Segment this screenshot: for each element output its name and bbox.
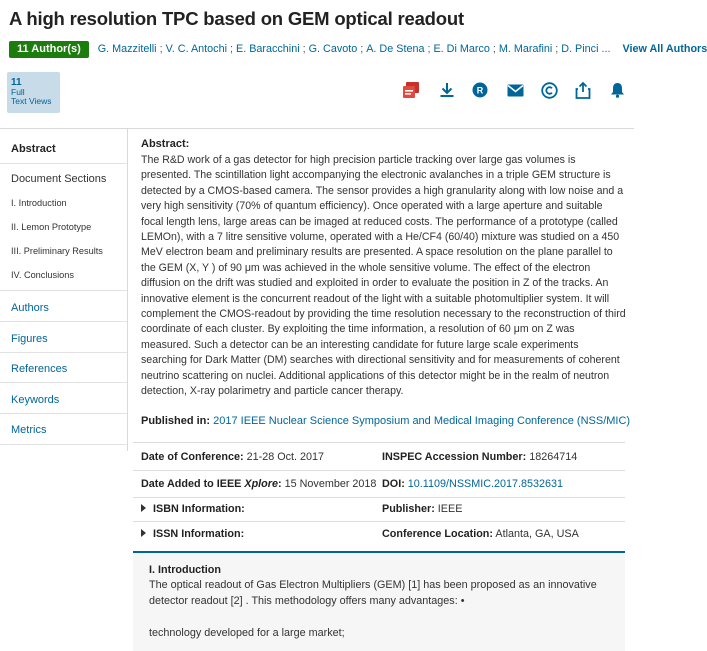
publisher-label: Publisher:: [382, 503, 435, 515]
author-link[interactable]: E. Baracchini: [236, 43, 300, 55]
expand-triangle-icon: [141, 504, 146, 512]
sidebar-item-figures[interactable]: Figures: [11, 333, 48, 345]
author-link[interactable]: E. Di Marco: [433, 43, 490, 55]
meta-divider: [133, 521, 625, 522]
abstract-section: [141, 137, 626, 400]
sidebar-item-references[interactable]: References: [11, 363, 68, 375]
author-link[interactable]: G. Mazzitelli: [97, 43, 157, 55]
date-added-value: 15 November 2018: [284, 478, 377, 490]
published-in-link[interactable]: 2017 IEEE Nuclear Science Symposium and Medical Imaging Conference (NSS/MIC): [213, 415, 631, 427]
date-added-label-colon: :: [278, 478, 282, 490]
alert-bell-icon[interactable]: [607, 80, 627, 100]
introduction-section: [133, 553, 625, 651]
date-added-label: [141, 478, 282, 490]
doi-label: DOI:: [382, 478, 405, 490]
introduction-heading: I. Introduction: [149, 564, 221, 576]
date-of-conference-label: Date of Conference:: [141, 451, 244, 463]
author-separator: ;: [159, 43, 163, 55]
share-icon[interactable]: [573, 80, 593, 100]
conference-location-label: Conference Location:: [382, 528, 493, 540]
views-label-line1: Full: [11, 87, 25, 97]
abstract-heading: Abstract:: [141, 138, 190, 150]
sidebar-section-lemon-prototype[interactable]: II. Lemon Prototype: [11, 222, 92, 232]
meta-divider: [133, 442, 625, 443]
sidebar-section-preliminary-results[interactable]: III. Preliminary Results: [11, 246, 103, 256]
sidebar-item-abstract[interactable]: Abstract: [11, 143, 56, 155]
author-separator: ;: [302, 43, 306, 55]
sidebar-divider: [0, 163, 127, 164]
author-link[interactable]: A. De Stena: [366, 43, 425, 55]
full-text-views-metric[interactable]: [7, 72, 60, 113]
author-separator: ;: [360, 43, 364, 55]
page-title: A high resolution TPC based on GEM optical readout: [9, 8, 464, 29]
sidebar-divider: [0, 413, 127, 414]
publisher: [382, 503, 462, 515]
author-link[interactable]: V. C. Antochi: [165, 43, 227, 55]
sidebar-section-conclusions[interactable]: IV. Conclusions: [11, 270, 74, 280]
issn-label: ISSN Information:: [153, 528, 245, 540]
inspec-label: INSPEC Accession Number:: [382, 451, 527, 463]
date-of-conference-value: 21-28 Oct. 2017: [246, 451, 325, 463]
doi: [382, 478, 563, 490]
sidebar-divider: [0, 382, 127, 383]
isbn-label: ISBN Information:: [153, 503, 245, 515]
abstract-text: The R&D work of a gas detector for high precision particle tracking over large gas volumes is presented. The scintillation light accompanying the electronic avalanches in a triple GEM structure is detected by a CMOS-based camera. The sensor provides a high granularity along with low noise and a very high sensitivity (70% of quantum efficiency). Once operated with a large aperture and suitable focal length lens, large areas can be imaged at reduced costs. The performance of a prototype (called LEMOn), with a 7 litre sensitive volume, operated with a He/CF4 (60/40) mixture was studied on a 450 MeV electron beam and preliminary results are presented. A space resolution on the plane parallel to the GEM (X, Y ) of 90 μm was achieved in the whole sensitive volume. The effect of the electron diffusion on the drift was studied and exploited in order to evaluate the position in Z of the tracks. An innovative element is the concurrent readout of the light with a suitable photomultiplier system. It will complement the CMOS-readout by providing the time resolution necessary to the reconstruction of third coordinate of each cluster. By exploiting the time information, a resolution of 60 μm on Z was measured. Such a detector can be an interesting candidate for future large scale experiments searching for Dark Matter (DM) searches with directional sensitivity and for measurements of coherent neutrino scattering on nuclei. Additional applications of this detector might be in the realm of neutron detection, X-ray polarimetry and particle cancer therapy.: [141, 154, 626, 398]
views-count: 11: [11, 77, 22, 88]
rights-permissions-icon[interactable]: [470, 80, 490, 100]
sidebar-nav: [0, 129, 128, 451]
date-of-conference: [141, 451, 324, 463]
download-icon[interactable]: [437, 80, 457, 100]
authors-count-badge[interactable]: 11 Author(s): [9, 41, 89, 58]
article-toolbar: [400, 80, 630, 100]
conference-location-value: Atlanta, GA, USA: [495, 528, 579, 540]
date-added-label-text: Date Added to IEEE: [141, 478, 245, 490]
author-separator: ;: [492, 43, 496, 55]
inspec-value: 18264714: [529, 451, 578, 463]
isbn-information-toggle[interactable]: [141, 503, 245, 515]
publisher-value: IEEE: [437, 503, 463, 515]
author-link[interactable]: G. Cavoto: [308, 43, 358, 55]
sidebar-divider: [0, 352, 127, 353]
meta-divider: [133, 470, 625, 471]
doi-link[interactable]: 10.1109/NSSMIC.2017.8532631: [407, 478, 564, 490]
published-in: [141, 415, 630, 427]
sidebar-document-sections[interactable]: Document Sections: [11, 173, 107, 185]
conference-location: [382, 528, 579, 540]
pdf-icon[interactable]: [402, 80, 422, 100]
author-link[interactable]: D. Pinci ...: [561, 43, 611, 55]
sidebar-divider: [0, 290, 127, 291]
introduction-text: The optical readout of Gas Electron Multipliers (GEM) [1] has been proposed as an innovative detector readout [2] . This methodology offers many advantages: •: [149, 579, 597, 607]
expand-triangle-icon: [141, 529, 146, 537]
sidebar-divider: [0, 321, 127, 322]
sidebar-item-keywords[interactable]: Keywords: [11, 394, 60, 406]
date-added-label-xplore: Xplore: [244, 478, 278, 490]
views-label-line2: Text Views: [11, 96, 52, 106]
copyright-icon[interactable]: [539, 80, 559, 100]
date-added: [141, 478, 376, 490]
published-in-label: Published in:: [141, 415, 211, 427]
meta-divider: [133, 497, 625, 498]
author-separator: ;: [555, 43, 559, 55]
introduction-text-continued: technology developed for a large market;: [149, 627, 345, 639]
view-all-authors-link[interactable]: View All Authors: [622, 43, 707, 55]
issn-information-toggle[interactable]: [141, 528, 244, 540]
inspec-accession: [382, 451, 577, 463]
sidebar-section-introduction[interactable]: I. Introduction: [11, 198, 67, 208]
author-link[interactable]: M. Marafini: [498, 43, 553, 55]
sidebar-item-metrics[interactable]: Metrics: [11, 424, 47, 436]
author-separator: ;: [427, 43, 431, 55]
author-separator: ;: [230, 43, 233, 55]
sidebar-divider: [0, 444, 127, 445]
svg-text:R: R: [476, 85, 484, 96]
email-icon[interactable]: [505, 80, 525, 100]
sidebar-item-authors[interactable]: Authors: [11, 302, 49, 314]
authors-row: [9, 40, 707, 58]
